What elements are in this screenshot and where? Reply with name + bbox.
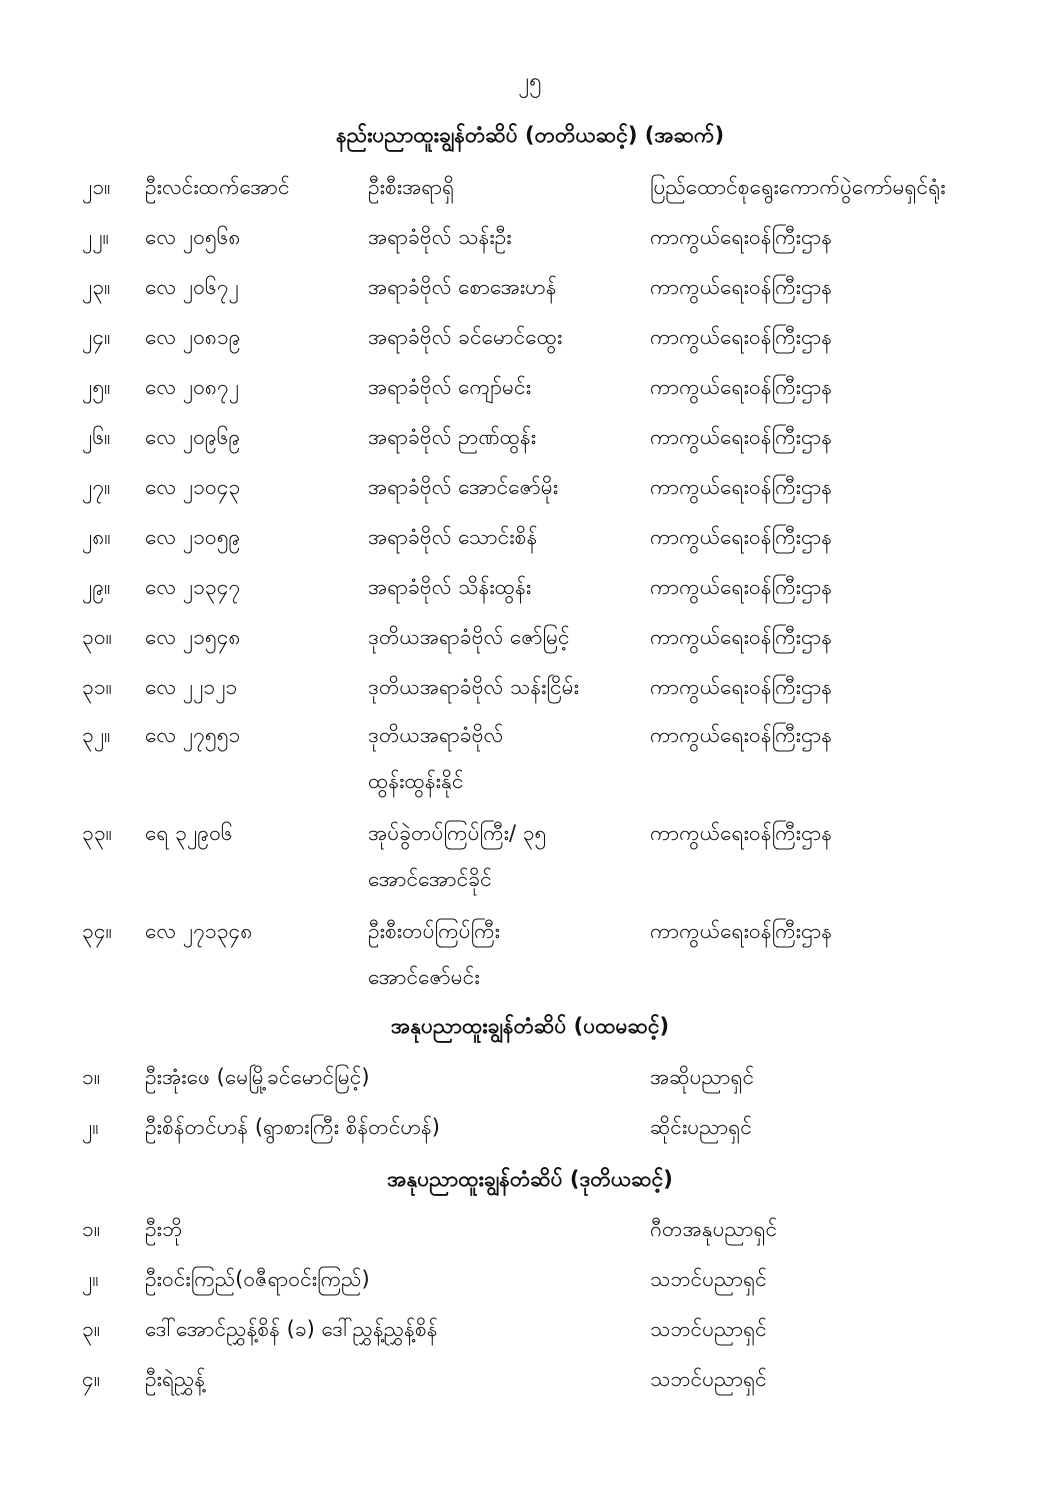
item-name: ဦးစီးတပ်ကြပ်ကြီး xyxy=(368,919,501,943)
item-id: လေ ၂၁၅၄၈ xyxy=(145,625,241,649)
list-item xyxy=(0,720,1060,800)
item-unit: ကာကွယ်ရေးဝန်ကြီးဌာန xyxy=(650,425,833,449)
item-name: အရာခံဗိုလ် စောအေးဟန် xyxy=(368,275,557,299)
item-id: လေ ၂၀၆၇၂ xyxy=(145,275,239,299)
section-heading: အနုပညာထူးချွန်တံဆိပ် (ပထမဆင့်) xyxy=(390,1014,670,1038)
section-heading: အနုပညာထူးချွန်တံဆိပ် (ဒုတိယဆင့်) xyxy=(387,1167,673,1191)
item-name: အရာခံဗိုလ် သိန်းထွန်း xyxy=(368,575,532,599)
item-name: အရာခံဗိုလ် ခင်မောင်ထွေး xyxy=(368,325,563,349)
list-item xyxy=(0,818,1060,898)
list-item xyxy=(0,622,1060,662)
list-item xyxy=(0,1264,1060,1304)
list-item xyxy=(0,372,1060,412)
item-name-continued: အောင်ဇော်မင်း xyxy=(368,965,480,989)
item-unit: ကာကွယ်ရေးဝန်ကြီးဌာန xyxy=(650,821,833,845)
item-unit: ကာကွယ်ရေးဝန်ကြီးဌာန xyxy=(650,375,833,399)
item-name: အရာခံဗိုလ် ဉာဏ်ထွန်း xyxy=(368,425,537,449)
item-id: လေ ၂၁၀၅၉ xyxy=(145,525,241,549)
list-item xyxy=(0,1214,1060,1254)
item-name: ဦးရဲညွှန့် xyxy=(145,1367,206,1391)
item-number: ၂၆။ xyxy=(82,425,111,449)
list-item xyxy=(0,672,1060,712)
item-number: ၂၇။ xyxy=(82,475,111,499)
item-name: ဦးစီးအရာရှိ xyxy=(368,175,455,199)
item-number: ၂၈။ xyxy=(82,525,111,549)
item-name: ဦးစိန်တင်ဟန် (ရွာစားကြီး စိန်တင်ဟန်) xyxy=(145,1115,440,1139)
list-item xyxy=(0,422,1060,462)
item-number: ၂။ xyxy=(82,1115,99,1139)
item-unit: သဘင်ပညာရှင် xyxy=(650,1267,767,1291)
item-name: အရာခံဗိုလ် သောင်းစိန် xyxy=(368,525,538,549)
item-id: လေ ၂၀၉၆၉ xyxy=(145,425,241,449)
item-number: ၂၅။ xyxy=(82,375,111,399)
item-unit: ကာကွယ်ရေးဝန်ကြီးဌာန xyxy=(650,625,833,649)
item-name: ဦးဘို xyxy=(145,1217,183,1241)
item-id: ရေ ၃၂၉၀၆ xyxy=(145,821,233,845)
item-name: အရာခံဗိုလ် ကျော်မင်း xyxy=(368,375,532,399)
item-id: လေ ၂၇၅၅၁ xyxy=(145,723,241,747)
item-name: ဒုတိယအရာခံဗိုလ် သန်းငြိမ်း xyxy=(368,675,579,699)
list-item xyxy=(0,1364,1060,1404)
item-number: ၃၀။ xyxy=(82,625,112,649)
list-item xyxy=(0,172,1060,212)
item-unit: သဘင်ပညာရှင် xyxy=(650,1317,767,1341)
item-number: ၂၁။ xyxy=(82,175,111,199)
item-name: ဦးအုံးဖေ (မေမြို့ခင်မောင်မြင့်) xyxy=(145,1065,370,1089)
item-unit: ကာကွယ်ရေးဝန်ကြီးဌာန xyxy=(650,275,833,299)
item-unit: ပြည်ထောင်စုရွေးကောက်ပွဲကော်မရှင်ရုံး xyxy=(650,175,946,199)
list-item xyxy=(0,572,1060,612)
item-number: ၃၄။ xyxy=(82,919,112,943)
item-id: ဦးလင်းထက်အောင် xyxy=(145,175,290,199)
item-number: ၄။ xyxy=(82,1367,101,1391)
item-number: ၃၁။ xyxy=(82,675,112,699)
item-name: ဒုတိယအရာခံဗိုလ် xyxy=(368,723,504,747)
item-name-continued: ထွန်းထွန်းနိုင် xyxy=(368,769,464,793)
item-unit: သဘင်ပညာရှင် xyxy=(650,1367,767,1391)
list-item xyxy=(0,472,1060,512)
list-item xyxy=(0,1112,1060,1152)
item-name: ဒုတိယအရာခံဗိုလ် ဇော်မြင့် xyxy=(368,625,570,649)
item-number: ၃။ xyxy=(82,1317,101,1341)
list-item xyxy=(0,322,1060,362)
list-item xyxy=(0,916,1060,996)
item-number: ၁။ xyxy=(82,1217,101,1241)
item-name: အရာခံဗိုလ် သန်းဦး xyxy=(368,225,512,249)
item-id: လေ ၂၁၀၄၃ xyxy=(145,475,241,499)
item-name: အရာခံဗိုလ် အောင်ဇော်မိုး xyxy=(368,475,559,499)
item-id: လေ ၂၀၈၇၂ xyxy=(145,375,240,399)
item-unit: ကာကွယ်ရေးဝန်ကြီးဌာန xyxy=(650,919,833,943)
item-id: လေ ၂၇၁၃၄၈ xyxy=(145,919,253,943)
section-heading: နည်းပညာထူးချွန်တံဆိပ် (တတိယဆင့်) (အဆက်) xyxy=(335,123,725,147)
item-number: ၂။ xyxy=(82,1267,99,1291)
item-id: လေ ၂၂၁၂၁ xyxy=(145,675,238,699)
item-number: ၂၉။ xyxy=(82,575,111,599)
item-unit: ကာကွယ်ရေးဝန်ကြီးဌာန xyxy=(650,475,833,499)
item-unit: အဆိုပညာရှင် xyxy=(650,1065,755,1089)
item-number: ၃၃။ xyxy=(82,821,112,845)
item-id: လေ ၂၀၈၁၉ xyxy=(145,325,241,349)
item-number: ၂၄။ xyxy=(82,325,111,349)
item-unit: ကာကွယ်ရေးဝန်ကြီးဌာန xyxy=(650,723,833,747)
item-unit: ကာကွယ်ရေးဝန်ကြီးဌာန xyxy=(650,575,833,599)
item-id: လေ ၂၀၅၆၈ xyxy=(145,225,241,249)
item-unit: ကာကွယ်ရေးဝန်ကြီးဌာန xyxy=(650,225,833,249)
item-unit: ဂီတအနုပညာရှင် xyxy=(650,1217,778,1241)
item-id: လေ ၂၁၃၄၇ xyxy=(145,575,241,599)
list-item xyxy=(0,522,1060,562)
item-unit: ကာကွယ်ရေးဝန်ကြီးဌာန xyxy=(650,525,833,549)
item-name-continued: အောင်အောင်ခိုင် xyxy=(368,867,492,891)
item-number: ၂၃။ xyxy=(82,275,111,299)
item-name: အုပ်ခွဲတပ်ကြပ်ကြီး/ ၃၅ xyxy=(368,821,547,845)
item-number: ၃၂။ xyxy=(82,723,111,747)
item-name: ဒေါ်အောင်ညွှန့်စိန် (ခ) ဒေါ်ညွှန့်ညွှန့်စိန် xyxy=(145,1317,438,1341)
item-number: ၁။ xyxy=(82,1065,101,1089)
item-number: ၂၂။ xyxy=(82,225,109,249)
item-unit: ကာကွယ်ရေးဝန်ကြီးဌာန xyxy=(650,675,833,699)
page-number: ၂၅ xyxy=(518,69,542,94)
list-item xyxy=(0,222,1060,262)
item-name: ဦးဝင်းကြည်(ဝဇီရာဝင်းကြည်) xyxy=(145,1267,370,1291)
item-unit: ဆိုင်းပညာရှင် xyxy=(650,1115,752,1139)
list-item xyxy=(0,272,1060,312)
item-unit: ကာကွယ်ရေးဝန်ကြီးဌာန xyxy=(650,325,833,349)
list-item xyxy=(0,1314,1060,1354)
list-item xyxy=(0,1062,1060,1102)
